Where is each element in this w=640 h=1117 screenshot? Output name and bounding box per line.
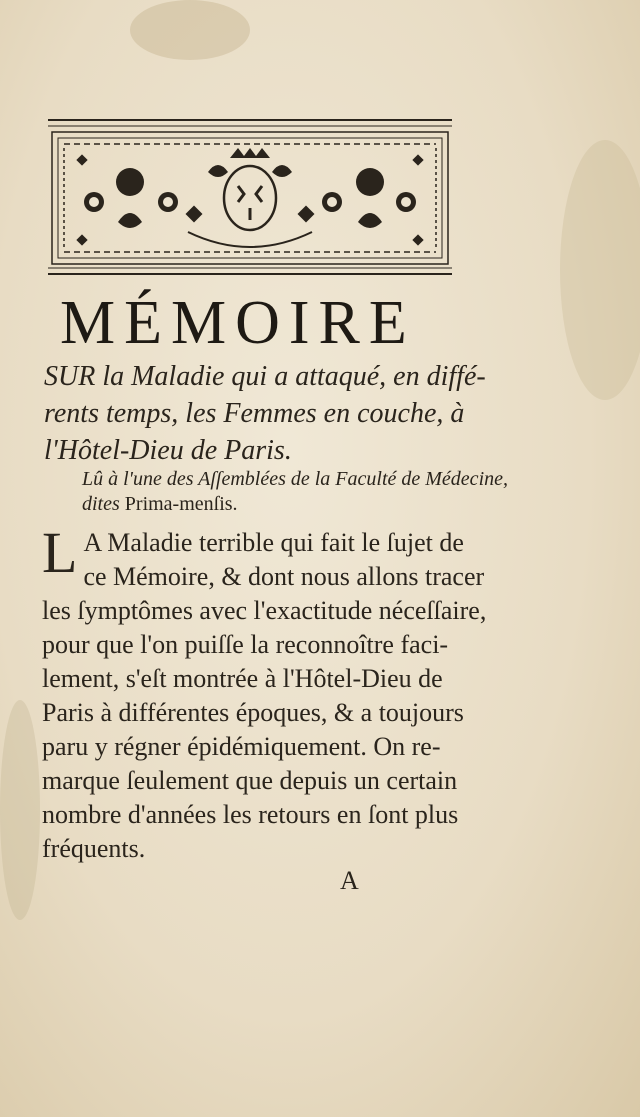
printers-ornament-headpiece [38, 112, 462, 282]
body-line: marque ſeulement que depuis un certain [42, 766, 458, 795]
body-line: lement, s'eſt montrée à l'Hôtel-Dieu de [42, 664, 443, 693]
body-line: les ſymptômes avec l'exactitude néceſſaire, [42, 596, 487, 625]
read-note-line [82, 492, 562, 517]
body-line: ce Mémoire, & dont nous allons tracer [83, 562, 485, 591]
catchword: A [340, 866, 359, 895]
body-line: A Maladie terrible qui fait le ſujet de [83, 528, 464, 557]
body-line: Paris à différentes époques, & a toujours [42, 698, 464, 727]
subtitle-line: rents temps, les Femmes en couche, à [44, 398, 465, 429]
body-paragraph [42, 520, 610, 866]
body-line: nombre d'années les retours en ſont plus [42, 800, 459, 829]
read-note [82, 467, 562, 517]
body-line: fréquents. [42, 834, 146, 863]
subtitle-line: SUR la Maladie qui a attaqué, en diffé- [44, 361, 486, 392]
body-line: paru y régner épidémiquement. On re- [42, 732, 441, 761]
drop-cap: L [42, 520, 78, 585]
read-note-prima-mensis: Prima-menſis. [124, 493, 238, 515]
paper-stain [130, 0, 250, 60]
read-note-line: Lû à l'une des Aſſemblées de la Faculté de Médecine, [82, 468, 508, 490]
body-line: pour que l'on puiſſe la reconnoître faci- [42, 630, 449, 659]
document-title: MÉMOIRE [60, 289, 416, 357]
paper-stain [0, 700, 40, 920]
subtitle-line: l'Hôtel-Dieu de Paris. [44, 435, 292, 466]
document-subtitle [44, 358, 604, 469]
read-note-dites: dites [82, 493, 120, 515]
